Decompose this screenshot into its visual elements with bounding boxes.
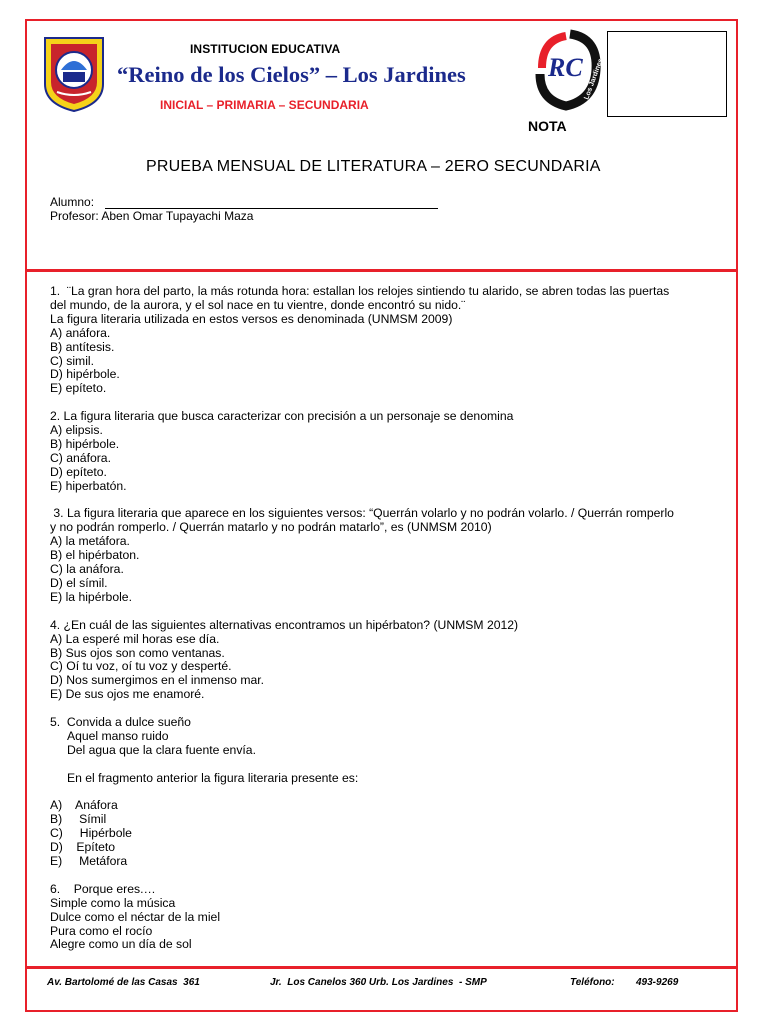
answer-option[interactable]: D) hipérbole.: [50, 367, 120, 382]
answer-option[interactable]: E) hiperbatón.: [50, 478, 127, 493]
question-text: 5. Convida a dulce sueño: [50, 715, 191, 730]
question-text: 4. ¿En cuál de las siguientes alternativas encontramos un hipérbaton? (UNMSM 2012): [50, 617, 519, 632]
answer-option[interactable]: B) hipérbole.: [50, 436, 120, 451]
grade-label: NOTA: [528, 118, 567, 134]
answer-option[interactable]: B) Símil: [50, 812, 107, 827]
answer-option[interactable]: D) Epíteto: [50, 840, 116, 855]
question-text: Simple como la música: [50, 895, 176, 910]
answer-option[interactable]: C) la anáfora.: [50, 562, 124, 577]
question-1: [50, 285, 720, 396]
footer-address-2: Jr. Los Canelos 360 Urb. Los Jardines - SMP: [270, 977, 487, 988]
question-text: Del agua que la clara fuente envía.: [50, 742, 256, 757]
footer-phone-number: 493-9269: [636, 977, 679, 988]
question-text: del mundo, de la aurora, y el sol nace en tu vientre, donde encontró su nido.¨: [50, 297, 466, 312]
exam-title: PRUEBA MENSUAL DE LITERATURA – 2ERO SECUNDARIA: [146, 158, 601, 175]
answer-option[interactable]: E) la hipérbole.: [50, 589, 132, 604]
question-text: 2. La figura literaria que busca caracterizar con precisión a un personaje se denomina: [50, 409, 514, 424]
question-text: Aquel manso ruido: [50, 728, 169, 743]
answer-option[interactable]: D) el símil.: [50, 576, 108, 590]
teacher-line: Profesor: Aben Omar Tupayachi Maza: [50, 209, 254, 223]
logo-arc-text: Los Jardines: [583, 57, 605, 101]
answer-option[interactable]: D) epíteto.: [50, 464, 107, 479]
footer-phone-label: Teléfono:: [570, 977, 615, 988]
school-crest-icon: [43, 36, 105, 112]
question-3: [50, 507, 720, 604]
answer-option[interactable]: A) La esperé mil horas ese día.: [50, 631, 220, 646]
header-divider: [25, 269, 738, 272]
answer-option[interactable]: B) el hipérbaton.: [50, 548, 140, 563]
question-text: Pura como el rocío: [50, 923, 153, 938]
question-text: 6. Porque eres.…: [50, 881, 156, 896]
footer-divider: [25, 966, 738, 969]
footer-address-1: Av. Bartolomé de las Casas 361: [47, 977, 200, 988]
question-text: 1. ¨La gran hora del parto, la más rotunda hora: estallan los relojes sintiendo tu alarido, se abren todas las puertas: [50, 284, 670, 298]
answer-option[interactable]: C) anáfora.: [50, 450, 111, 465]
institution-label: INSTITUCION EDUCATIVA: [190, 42, 341, 56]
question-2: [50, 410, 720, 493]
answer-option[interactable]: A) elipsis.: [50, 423, 103, 438]
school-levels: INICIAL – PRIMARIA – SECUNDARIA: [160, 98, 369, 112]
answer-option[interactable]: C) Hipérbole: [50, 826, 132, 841]
answer-option[interactable]: A) la metáfora.: [50, 534, 130, 549]
question-prompt: En el fragmento anterior la figura literaria presente es:: [50, 770, 359, 785]
question-text: Alegre como un día de sol: [50, 937, 192, 952]
answer-option[interactable]: E) epíteto.: [50, 381, 107, 396]
answer-option[interactable]: B) antítesis.: [50, 339, 115, 354]
answer-option[interactable]: B) Sus ojos son como ventanas.: [50, 645, 225, 660]
answer-option[interactable]: E) De sus ojos me enamoré.: [50, 687, 205, 702]
logo-text: RC: [548, 53, 583, 82]
question-6: [50, 883, 720, 953]
answer-option[interactable]: A) Anáfora: [50, 798, 118, 813]
question-text: y no podrán romperlo. / Querrán matarlo y no podrán matarlo”, es (UNMSM 2010): [50, 520, 492, 535]
questions: [50, 285, 720, 952]
question-text: 3. La figura literaria que aparece en los siguientes versos: “Querrán volarlo y no podrán volarlo. / Querrán romperlo: [50, 506, 674, 521]
answer-option[interactable]: C) simil.: [50, 353, 95, 368]
question-4: [50, 619, 720, 702]
grade-box[interactable]: [607, 31, 727, 117]
answer-option[interactable]: A) anáfora.: [50, 325, 111, 340]
question-5: [50, 716, 720, 869]
answer-option[interactable]: E) Metáfora: [50, 854, 128, 869]
question-text: La figura literaria utilizada en estos versos es denominada (UNMSM 2009): [50, 311, 453, 326]
answer-option[interactable]: D) Nos sumergimos en el inmenso mar.: [50, 673, 265, 688]
student-label: Alumno:: [50, 195, 95, 209]
school-logo-icon: [536, 30, 605, 108]
answer-option[interactable]: C) Oí tu voz, oí tu voz y desperté.: [50, 659, 232, 674]
school-name: “Reino de los Cielos” – Los Jardines: [117, 62, 466, 87]
question-text: Dulce como el néctar de la miel: [50, 909, 221, 924]
